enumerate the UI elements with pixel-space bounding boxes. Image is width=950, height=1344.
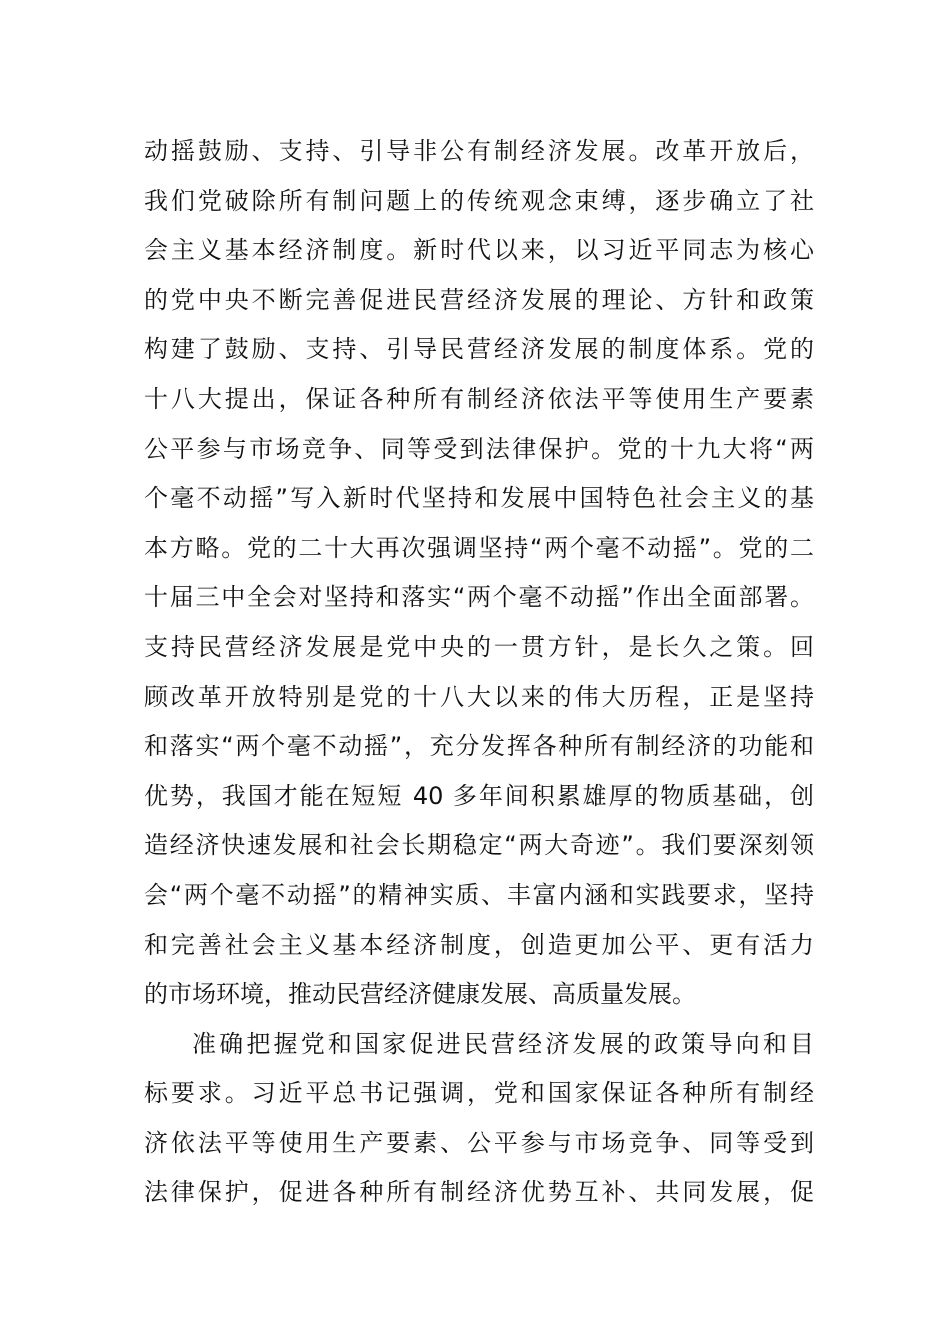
text-line: 和完善社会主义基本经济制度，创造更加公平、更有活力 (144, 930, 814, 959)
text-line: 顾改革开放特别是党的十八大以来的伟大历程，正是坚持 (144, 682, 814, 711)
text-line: 准确把握党和国家促进民营经济发展的政策导向和目 (192, 1029, 814, 1058)
paragraph-1 (144, 127, 814, 1020)
text-line: 的市场环境，推动民营经济健康发展、高质量发展。 (144, 980, 696, 1009)
body-text (144, 127, 814, 1218)
text-line: 造经济快速发展和社会长期稳定“两大奇迹”。我们要深刻领 (144, 831, 814, 860)
text-line: 会主义基本经济制度。新时代以来，以习近平同志为核心 (144, 236, 814, 265)
text-line: 济依法平等使用生产要素、公平参与市场竞争、同等受到 (144, 1128, 814, 1157)
text-line: 个毫不动摇”写入新时代坚持和发展中国特色社会主义的基 (144, 484, 814, 513)
text-line: 十八大提出，保证各种所有制经济依法平等使用生产要素 (144, 384, 814, 413)
text-line: 本方略。党的二十大再次强调坚持“两个毫不动摇”。党的二 (144, 533, 814, 562)
text-line: 十届三中全会对坚持和落实“两个毫不动摇”作出全面部署。 (144, 583, 814, 612)
text-line: 优势，我国才能在短短 40 多年间积累雄厚的物质基础，创 (144, 781, 814, 810)
paragraph-2 (144, 1020, 814, 1218)
text-line: 支持民营经济发展是党中央的一贯方针，是长久之策。回 (144, 632, 814, 661)
text-line: 公平参与市场竞争、同等受到法律保护。党的十九大将“两 (144, 434, 814, 463)
text-line: 我们党破除所有制问题上的传统观念束缚，逐步确立了社 (144, 186, 814, 215)
text-line: 标要求。习近平总书记强调，党和国家保证各种所有制经 (144, 1079, 814, 1108)
text-line: 法律保护，促进各种所有制经济优势互补、共同发展，促 (144, 1178, 814, 1207)
text-line: 会“两个毫不动摇”的精神实质、丰富内涵和实践要求，坚持 (144, 880, 814, 909)
text-line: 的党中央不断完善促进民营经济发展的理论、方针和政策 (144, 285, 814, 314)
text-line: 动摇鼓励、支持、引导非公有制经济发展。改革开放后， (144, 137, 814, 165)
text-line: 构建了鼓励、支持、引导民营经济发展的制度体系。党的 (144, 335, 814, 364)
text-line: 和落实“两个毫不动摇”，充分发挥各种所有制经济的功能和 (144, 732, 814, 761)
